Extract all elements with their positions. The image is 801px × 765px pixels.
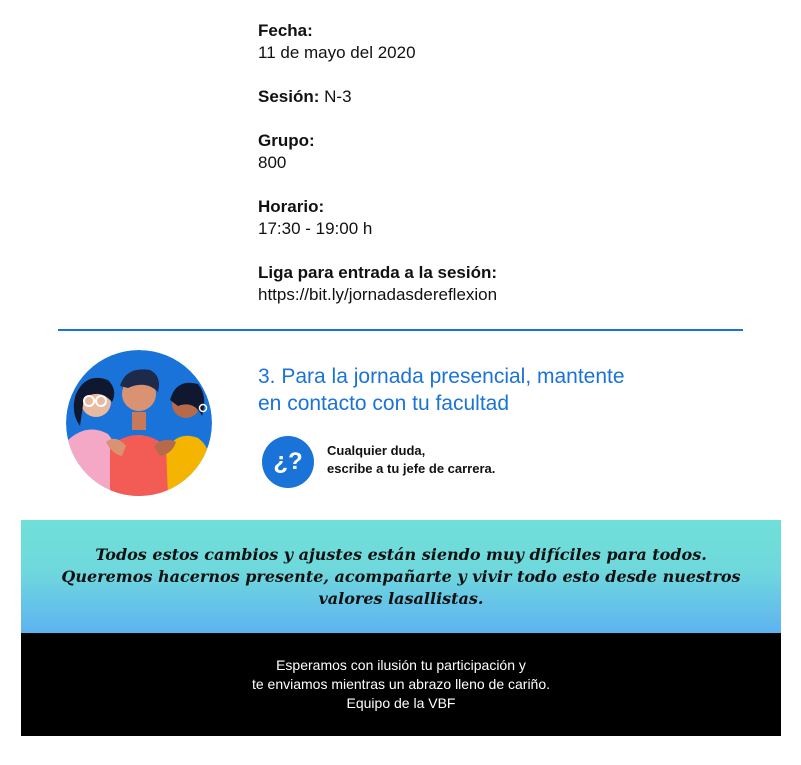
liga-label: Liga para entrada a la sesión:: [258, 263, 498, 282]
grupo-field: [258, 130, 738, 174]
session-details: [258, 20, 738, 328]
message-line2: Queremos hacernos presente, acompañarte y vivir todo esto desde nuestros: [61, 566, 741, 586]
contact-instructions: [327, 442, 495, 478]
footer-signature: Equipo de la VBF: [346, 695, 456, 711]
question-icon: ¿?: [262, 436, 314, 488]
fecha-label: Fecha:: [258, 21, 313, 40]
sesion-field: [258, 86, 738, 108]
section-divider: [58, 329, 743, 331]
people-illustration: [66, 350, 212, 496]
footer-band: [21, 633, 781, 736]
sesion-label: Sesión:: [258, 87, 320, 106]
horario-field: [258, 196, 738, 240]
grupo-label: Grupo:: [258, 131, 315, 150]
contact-line2: escribe a tu jefe de carrera.: [327, 461, 496, 476]
contact-line1: Cualquier duda,: [327, 443, 426, 458]
fecha-field: [258, 20, 738, 64]
grupo-value: 800: [258, 153, 287, 172]
message-band: [21, 520, 781, 633]
section-3-title-line1: 3. Para la jornada presencial, mantente: [258, 365, 625, 388]
horario-label: Horario:: [258, 197, 325, 216]
section-3-title-line2: en contacto con tu facultad: [258, 392, 510, 415]
liga-field: [258, 262, 738, 306]
message-text: [51, 544, 751, 610]
message-line3: valores lasallistas.: [318, 588, 484, 608]
horario-value: 17:30 - 19:00 h: [258, 219, 373, 238]
fecha-value: 11 de mayo del 2020: [258, 43, 416, 62]
section-3-title: [258, 363, 728, 417]
footer-line2: te enviamos mientras un abrazo lleno de cariño.: [251, 676, 551, 692]
footer-line1: Esperamos con ilusión tu participación y: [276, 657, 526, 673]
message-line1: Todos estos cambios y ajustes están siendo muy difíciles para todos.: [95, 544, 707, 564]
sesion-value: N-3: [319, 87, 352, 106]
liga-link[interactable]: https://bit.ly/jornadasdereflexion: [258, 285, 498, 304]
